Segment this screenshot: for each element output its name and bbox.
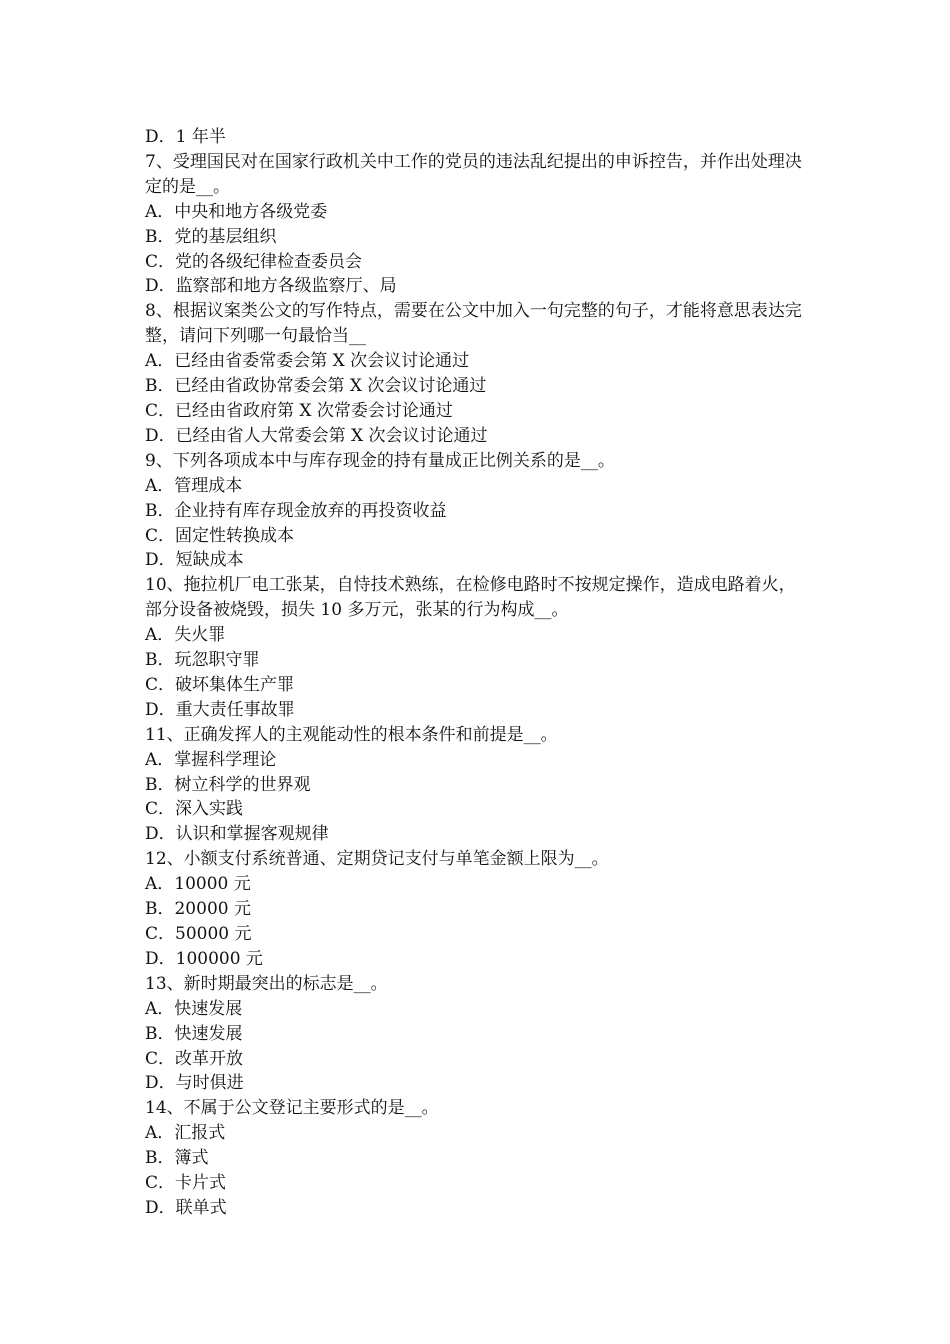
option-b: B．簿式 [145,1148,209,1169]
option-d: D．监察部和地方各级监察厅、局 [145,276,397,297]
option-a: A．掌握科学理论 [145,749,277,770]
option-d: D．已经由省人大常委会第 X 次会议讨论通过 [145,425,488,446]
question-10 [145,573,810,722]
option-c: C．改革开放 [145,1048,244,1069]
question-8 [145,299,810,448]
question-13 [145,972,810,1097]
option-a: A．失火罪 [145,625,226,646]
option-a: A．已经由省委常委会第 X 次会议讨论通过 [145,351,470,372]
option-d: D．联单式 [145,1197,227,1218]
option-c: C．党的各级纪律检查委员会 [145,251,363,272]
option-a: A．快速发展 [145,998,243,1019]
question-9 [145,449,810,574]
option-d: D．100000 元 [145,948,263,969]
question-text: 11、正确发挥人的主观能动性的根本条件和前提是__。 [145,724,558,745]
option-c: C．破坏集体生产罪 [145,674,295,695]
question-text: 10、拖拉机厂电工张某，自恃技术熟练，在检修电路时不按规定操作，造成电路着火，部分设备被烧毁，损失 10 多万元，张某的行为构成__。 [145,575,796,621]
option-a: A．管理成本 [145,475,243,496]
question-text: 9、下列各项成本中与库存现金的持有量成正比例关系的是__。 [145,450,615,471]
option-d: D．重大责任事故罪 [145,699,295,720]
option-b: B．已经由省政协常委会第 X 次会议讨论通过 [145,376,487,397]
option-b: B．党的基层组织 [145,226,277,247]
option-c: C．卡片式 [145,1173,227,1194]
document-page [145,125,810,1221]
option-d: D．短缺成本 [145,550,244,571]
question-text: 7、受理国民对在国家行政机关中工作的党员的违法乱纪提出的申诉控告，并作出处理决定的是__。 [145,151,802,197]
question-text: 8、根据议案类公文的写作特点，需要在公文中加入一句完整的句子，才能将意思表达完整，请问下列哪一句最恰当__ [145,301,802,347]
option-b: B．树立科学的世界观 [145,774,311,795]
question-11 [145,723,810,848]
option-c: C．已经由省政府第 X 次常委会讨论通过 [145,400,453,421]
option-a: A．汇报式 [145,1123,226,1144]
option-c: C．深入实践 [145,799,244,820]
question-text: 12、小额支付系统普通、定期贷记支付与单笔金额上限为__。 [145,849,609,870]
option-d: D．与时俱进 [145,1073,244,1094]
question-14 [145,1096,810,1221]
question-text: 13、新时期最突出的标志是__。 [145,973,388,994]
option-a: A．10000 元 [145,874,251,895]
question-7 [145,150,810,299]
question-text: 14、不属于公文登记主要形式的是__。 [145,1098,439,1119]
question-12 [145,847,810,972]
option-d: D．认识和掌握客观规律 [145,824,329,845]
option-a: A．中央和地方各级党委 [145,201,328,222]
option-c: C．50000 元 [145,924,252,944]
option-b: B．玩忽职守罪 [145,650,260,671]
option-b: B．企业持有库存现金放弃的再投资收益 [145,500,447,521]
lead-option: D．1 年半 [145,127,226,147]
option-b: B．20000 元 [145,899,251,920]
option-c: C．固定性转换成本 [145,525,295,546]
option-b: B．快速发展 [145,1023,243,1044]
